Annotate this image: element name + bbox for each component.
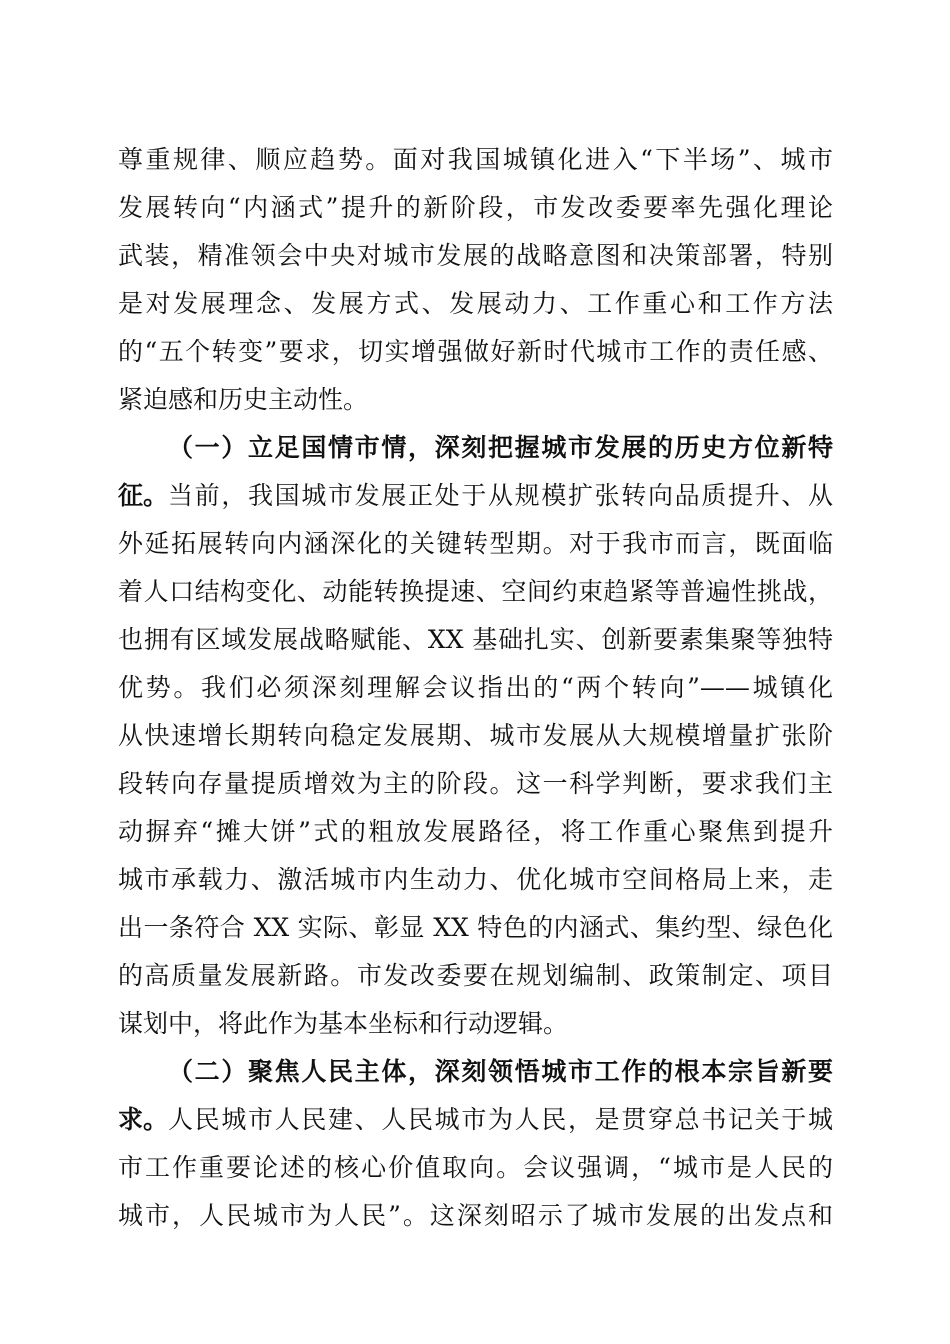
text-line: 也拥有区域发展战略赋能、XX 基础扎实、创新要素集聚等独特 bbox=[118, 625, 833, 654]
text-line: 外延拓展转向内涵深化的关键转型期。对于我市而言，既面临 bbox=[118, 529, 833, 558]
text-line: 出一条符合 XX 实际、彰显 XX 特色的内涵式、集约型、绿色化 bbox=[118, 913, 833, 942]
section-heading: （二）聚焦人民主体，深刻领悟城市工作的根本宗旨新要 bbox=[168, 1057, 833, 1086]
section-heading-line bbox=[118, 424, 833, 472]
text-line: 市工作重要论述的核心价值取向。会议强调，“城市是人民的 bbox=[118, 1153, 833, 1182]
paragraph-section-2 bbox=[118, 1048, 833, 1240]
text-line: 发展转向“内涵式”提升的新阶段，市发改委要率先强化理论 bbox=[118, 193, 833, 222]
paragraph-section-1 bbox=[118, 424, 833, 1048]
paragraph-intro bbox=[118, 136, 833, 424]
text-line-rest: 人民城市人民建、人民城市为人民，是贯穿总书记关于城 bbox=[168, 1105, 833, 1134]
text-line: 城市承载力、激活城市内生动力、优化城市空间格局上来，走 bbox=[118, 865, 833, 894]
text-line: 尊重规律、顺应趋势。面对我国城镇化进入“下半场”、城市 bbox=[118, 145, 833, 174]
text-line: 城市，人民城市为人民”。这深刻昭示了城市发展的出发点和 bbox=[118, 1201, 833, 1230]
text-line: 着人口结构变化、动能转换提速、空间约束趋紧等普遍性挑战， bbox=[118, 577, 833, 606]
text-line bbox=[118, 472, 833, 520]
text-line-rest: 当前，我国城市发展正处于从规模扩张转向品质提升、从 bbox=[168, 481, 833, 510]
text-line: 是对发展理念、发展方式、发展动力、工作重心和工作方法 bbox=[118, 289, 833, 318]
text-line: 动摒弃“摊大饼”式的粗放发展路径，将工作重心聚焦到提升 bbox=[118, 817, 833, 846]
text-line: 段转向存量提质增效为主的阶段。这一科学判断，要求我们主 bbox=[118, 769, 833, 798]
section-heading-end: 征。 bbox=[118, 481, 169, 510]
text-line: 武装，精准领会中央对城市发展的战略意图和决策部署，特别 bbox=[118, 241, 833, 270]
text-line: 的高质量发展新路。市发改委要在规划编制、政策制定、项目 bbox=[118, 961, 833, 990]
section-heading: （一）立足国情市情，深刻把握城市发展的历史方位新特 bbox=[168, 433, 833, 462]
text-line: 优势。我们必须深刻理解会议指出的“两个转向”——城镇化 bbox=[118, 673, 833, 702]
section-heading-line bbox=[118, 1048, 833, 1096]
document-body bbox=[118, 136, 833, 1240]
text-line: 紧迫感和历史主动性。 bbox=[118, 385, 369, 414]
text-line: 谋划中，将此作为基本坐标和行动逻辑。 bbox=[118, 1009, 569, 1038]
text-line: 的“五个转变”要求，切实增强做好新时代城市工作的责任感、 bbox=[118, 337, 833, 366]
section-heading-end: 求。 bbox=[118, 1105, 169, 1134]
text-line: 从快速增长期转向稳定发展期、城市发展从大规模增量扩张阶 bbox=[118, 721, 833, 750]
text-line bbox=[118, 1096, 833, 1144]
